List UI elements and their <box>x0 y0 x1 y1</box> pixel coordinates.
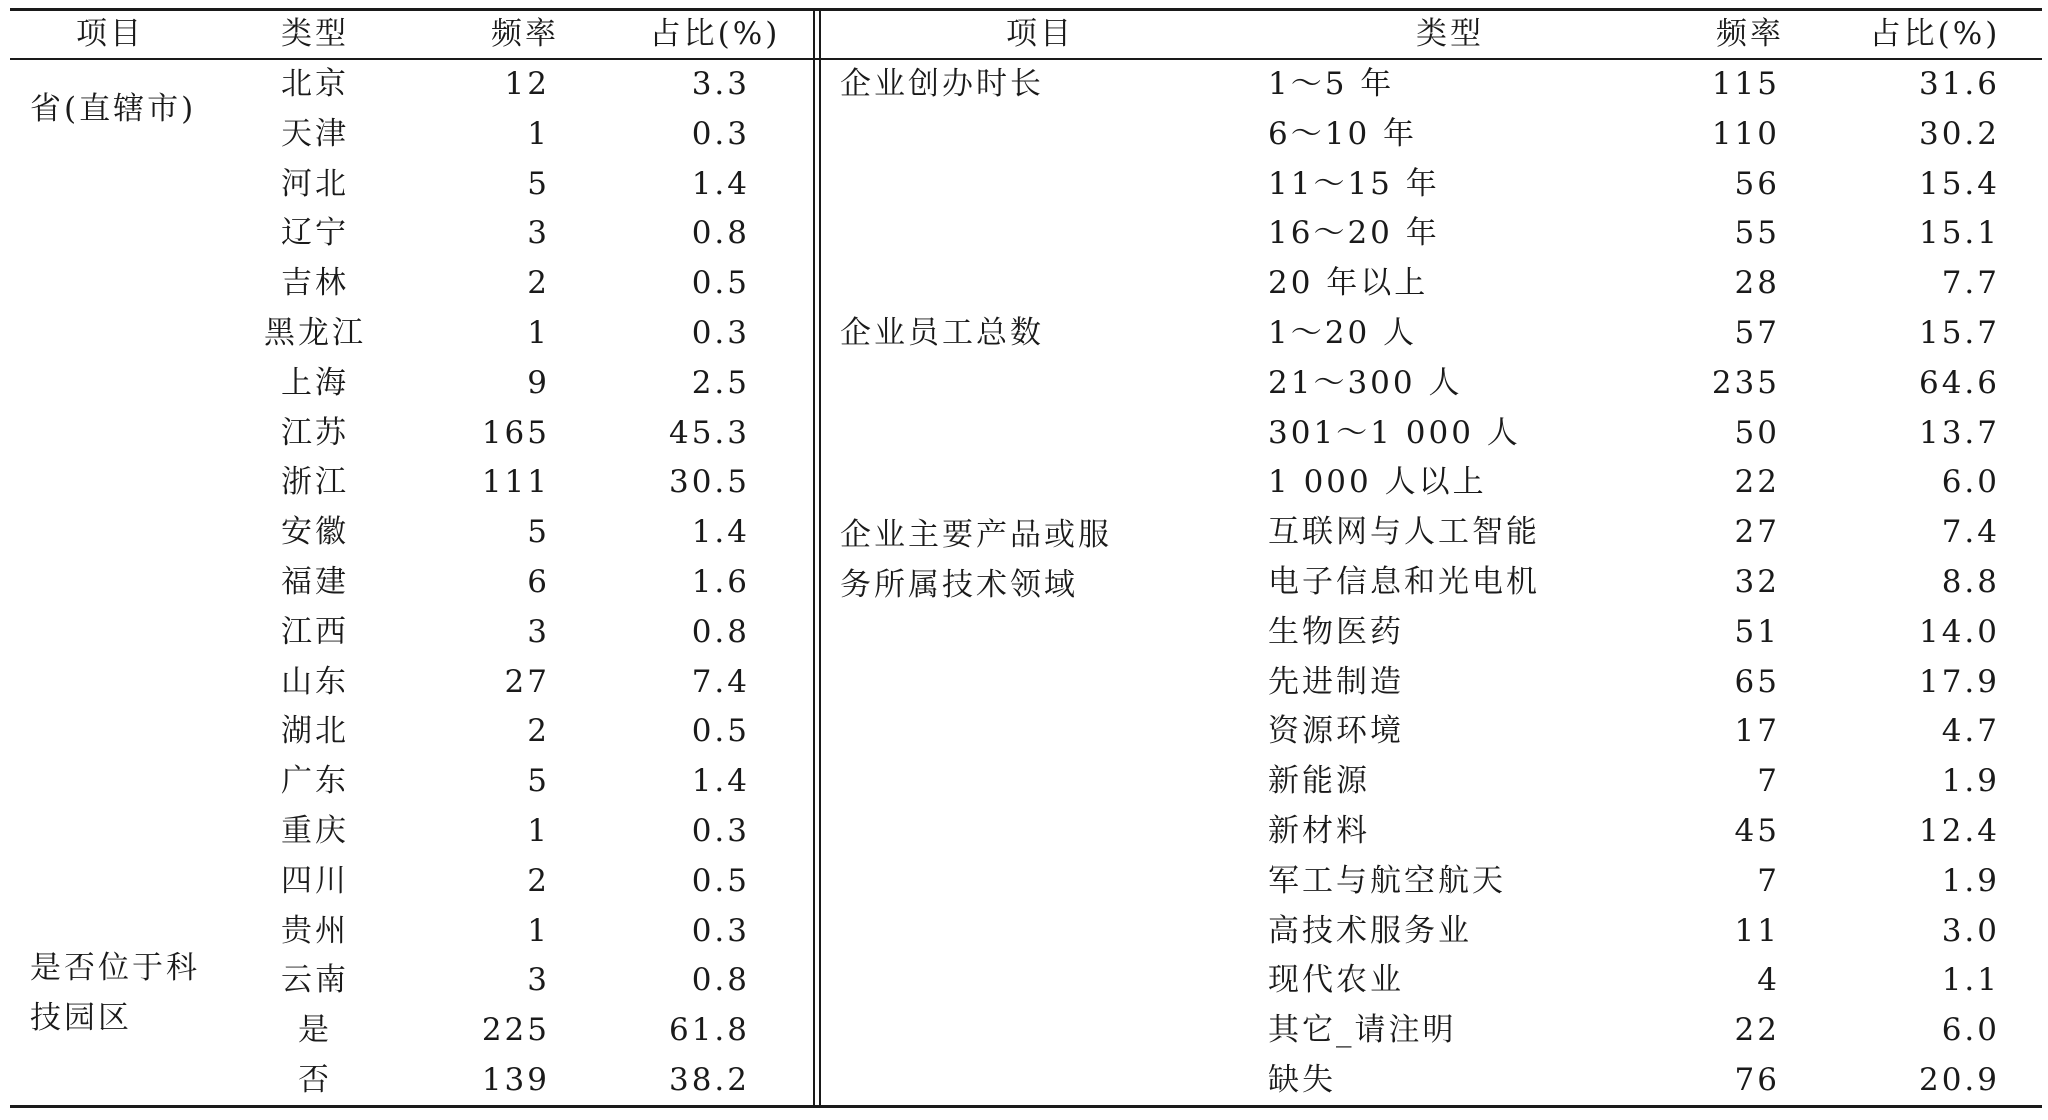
left-row-frequency: 225 <box>481 1012 550 1049</box>
left-row-type: 是 <box>298 1012 332 1049</box>
left-row-type: 云南 <box>281 962 349 999</box>
right-row-type: 21～300 人 <box>1268 364 1463 401</box>
right-row-percent: 3.0 <box>1941 912 2000 949</box>
left-row-type: 广东 <box>281 763 349 800</box>
right-header-item: 项目 <box>1006 16 1074 52</box>
header-rule <box>10 58 2042 60</box>
right-row-frequency: 22 <box>1734 1012 1780 1049</box>
left-row-frequency: 3 <box>527 613 550 650</box>
right-group-employees: 企业员工总数 <box>840 315 1044 351</box>
right-row-percent: 64.6 <box>1918 364 2000 401</box>
right-row-frequency: 50 <box>1734 414 1780 451</box>
left-row-type: 辽宁 <box>281 215 349 252</box>
left-row-percent: 7.4 <box>691 663 750 700</box>
left-row-frequency: 6 <box>527 564 550 600</box>
left-row-percent: 1.4 <box>691 763 750 800</box>
left-row-percent: 0.8 <box>691 613 750 650</box>
right-row-percent: 8.8 <box>1941 564 2000 600</box>
left-row-type: 黑龙江 <box>264 315 366 351</box>
right-row-type: 先进制造 <box>1268 663 1404 700</box>
right-row-percent: 6.0 <box>1941 1012 2000 1049</box>
left-row-type: 湖北 <box>281 713 349 750</box>
right-row-type: 1 000 人以上 <box>1268 464 1487 501</box>
right-row-frequency: 110 <box>1711 115 1780 152</box>
left-row-percent: 38.2 <box>668 1062 750 1098</box>
right-row-frequency: 28 <box>1734 265 1780 302</box>
left-row-frequency: 1 <box>527 115 550 152</box>
left-row-frequency: 5 <box>527 165 550 202</box>
left-row-frequency: 2 <box>527 713 550 750</box>
right-row-frequency: 45 <box>1734 813 1780 849</box>
left-row-percent: 0.5 <box>691 862 750 899</box>
left-row-percent: 45.3 <box>668 414 750 451</box>
right-row-percent: 14.0 <box>1918 613 2000 650</box>
right-row-type: 电子信息和光电机 <box>1268 564 1540 600</box>
right-row-frequency: 32 <box>1734 564 1780 600</box>
left-row-frequency: 2 <box>527 862 550 899</box>
right-row-frequency: 11 <box>1734 912 1780 949</box>
left-header-percent: 占比(%) <box>649 16 781 52</box>
left-row-percent: 0.8 <box>691 962 750 999</box>
left-row-type: 河北 <box>281 165 349 202</box>
right-row-type: 高技术服务业 <box>1268 912 1472 949</box>
right-row-type: 16～20 年 <box>1268 215 1440 252</box>
left-row-type: 山东 <box>281 663 349 700</box>
left-row-type: 吉林 <box>281 265 349 302</box>
left-row-percent: 0.3 <box>691 912 750 949</box>
left-row-percent: 0.3 <box>691 315 750 351</box>
right-row-type: 1～5 年 <box>1268 66 1395 102</box>
right-row-frequency: 56 <box>1734 165 1780 202</box>
left-row-percent: 61.8 <box>668 1012 750 1049</box>
right-row-frequency: 76 <box>1734 1062 1780 1098</box>
left-row-percent: 3.3 <box>691 66 750 102</box>
left-row-type: 否 <box>298 1062 332 1098</box>
left-row-frequency: 5 <box>527 763 550 800</box>
right-group-tech-field: 企业主要产品或服务所属技术领域 <box>840 517 1112 604</box>
right-group-age: 企业创办时长 <box>840 66 1044 102</box>
left-row-type: 福建 <box>281 564 349 600</box>
left-header-item: 项目 <box>76 16 144 52</box>
right-row-type: 缺失 <box>1268 1062 1336 1098</box>
left-row-percent: 2.5 <box>691 364 750 401</box>
column-divider-right <box>819 8 821 1108</box>
right-header-type: 类型 <box>1416 16 1484 52</box>
left-row-type: 安徽 <box>281 514 349 551</box>
right-row-frequency: 51 <box>1734 613 1780 650</box>
right-row-type: 新能源 <box>1268 763 1370 800</box>
right-row-percent: 12.4 <box>1918 813 2000 849</box>
left-row-type: 重庆 <box>281 813 349 849</box>
left-row-frequency: 165 <box>481 414 550 451</box>
left-row-frequency: 27 <box>504 663 550 700</box>
right-header-percent: 占比(%) <box>1869 16 2001 52</box>
bottom-rule <box>10 1105 2042 1108</box>
right-row-percent: 7.4 <box>1941 514 2000 551</box>
right-row-percent: 20.9 <box>1918 1062 2000 1098</box>
right-row-percent: 1.9 <box>1941 763 2000 800</box>
left-row-percent: 0.3 <box>691 813 750 849</box>
right-row-frequency: 22 <box>1734 464 1780 501</box>
right-row-frequency: 115 <box>1711 66 1780 102</box>
right-row-percent: 1.1 <box>1941 962 2000 999</box>
left-group-tech-park: 是否位于科技园区 <box>30 950 200 1037</box>
right-row-percent: 4.7 <box>1941 713 2000 750</box>
right-row-type: 互联网与人工智能 <box>1268 514 1540 551</box>
left-row-frequency: 3 <box>527 215 550 252</box>
right-row-percent: 15.4 <box>1918 165 2000 202</box>
right-row-type: 资源环境 <box>1268 713 1404 750</box>
left-row-frequency: 5 <box>527 514 550 551</box>
right-row-percent: 6.0 <box>1941 464 2000 501</box>
left-row-percent: 1.6 <box>691 564 750 600</box>
right-row-percent: 7.7 <box>1941 265 2000 302</box>
right-row-type: 301～1 000 人 <box>1268 414 1521 451</box>
right-row-type: 其它_请注明 <box>1268 1012 1457 1049</box>
left-row-percent: 1.4 <box>691 165 750 202</box>
left-row-frequency: 1 <box>527 813 550 849</box>
left-row-type: 四川 <box>281 862 349 899</box>
right-row-percent: 1.9 <box>1941 862 2000 899</box>
right-row-frequency: 7 <box>1757 862 1780 899</box>
right-row-type: 1～20 人 <box>1268 315 1418 351</box>
left-row-type: 江苏 <box>281 414 349 451</box>
right-row-type: 生物医药 <box>1268 613 1404 650</box>
left-row-type: 江西 <box>281 613 349 650</box>
left-row-frequency: 1 <box>527 912 550 949</box>
right-row-frequency: 55 <box>1734 215 1780 252</box>
column-divider-left <box>813 8 815 1108</box>
right-row-frequency: 7 <box>1757 763 1780 800</box>
right-row-type: 现代农业 <box>1268 962 1404 999</box>
left-row-percent: 30.5 <box>668 464 750 501</box>
left-row-frequency: 9 <box>527 364 550 401</box>
left-row-type: 北京 <box>281 66 349 102</box>
left-row-frequency: 2 <box>527 265 550 302</box>
left-row-frequency: 111 <box>481 464 550 501</box>
left-row-type: 浙江 <box>281 464 349 501</box>
right-row-percent: 15.7 <box>1918 315 2000 351</box>
left-row-percent: 1.4 <box>691 514 750 551</box>
right-row-frequency: 17 <box>1734 713 1780 750</box>
left-row-frequency: 12 <box>504 66 550 102</box>
top-rule <box>10 8 2042 11</box>
right-row-percent: 13.7 <box>1918 414 2000 451</box>
right-row-frequency: 235 <box>1711 364 1780 401</box>
left-row-frequency: 1 <box>527 315 550 351</box>
left-row-frequency: 3 <box>527 962 550 999</box>
right-row-percent: 15.1 <box>1918 215 2000 252</box>
right-row-percent: 30.2 <box>1918 115 2000 152</box>
right-row-type: 11～15 年 <box>1268 165 1440 202</box>
left-row-percent: 0.3 <box>691 115 750 152</box>
left-row-percent: 0.5 <box>691 713 750 750</box>
right-row-frequency: 57 <box>1734 315 1780 351</box>
left-row-percent: 0.8 <box>691 215 750 252</box>
left-row-type: 上海 <box>281 364 349 401</box>
left-row-type: 天津 <box>281 115 349 152</box>
left-row-type: 贵州 <box>281 912 349 949</box>
right-header-frequency: 频率 <box>1716 16 1784 52</box>
left-header-frequency: 频率 <box>491 16 559 52</box>
statistics-table <box>10 0 2042 1115</box>
left-row-frequency: 139 <box>481 1062 550 1098</box>
right-row-frequency: 65 <box>1734 663 1780 700</box>
left-row-percent: 0.5 <box>691 265 750 302</box>
left-header-type: 类型 <box>281 16 349 52</box>
right-row-type: 新材料 <box>1268 813 1370 849</box>
right-row-frequency: 4 <box>1757 962 1780 999</box>
right-row-frequency: 27 <box>1734 514 1780 551</box>
right-row-type: 20 年以上 <box>1268 265 1429 302</box>
right-row-percent: 17.9 <box>1918 663 2000 700</box>
right-row-percent: 31.6 <box>1918 66 2000 102</box>
right-row-type: 6～10 年 <box>1268 115 1418 152</box>
right-row-type: 军工与航空航天 <box>1268 862 1506 899</box>
left-group-province: 省(直辖市) <box>30 90 197 127</box>
